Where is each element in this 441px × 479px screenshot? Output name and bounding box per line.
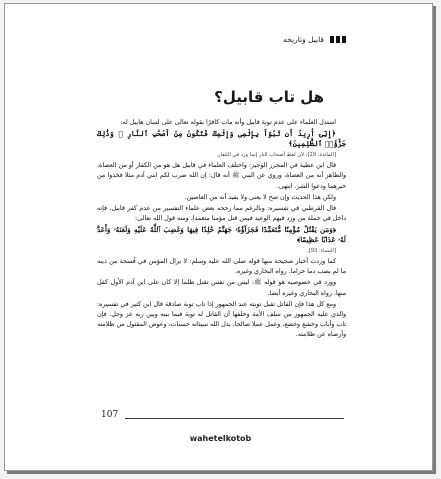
quran-verse: ﴿وَمَن يَقْتُلْ مُؤْمِنًا مُّتَعَمِّدًا فَجَزَآؤُهُۥ جَهَنَّمُ خَٰلِدًا فِيهَا وَغَضِبَ ٱللَّهُ عَلَيْهِ وَلَعَنَهُۥ وَأَعَدَّ لَهُۥ عَذَابًا عَظِيمًا﴾ <box>97 224 346 245</box>
verse-reference: [النساء: 93]. <box>307 248 336 255</box>
book-page <box>4 3 433 471</box>
page-number: 107 <box>101 410 119 420</box>
footer-rule <box>125 418 344 419</box>
paragraph: كما وردت أخبار صحيحة منها قوله صلى الله عليه وسلم: لا يزال المؤمن في فُسحة من دينه ما لم يصب دما حراما. رواه البخاري وغيره. <box>97 258 346 276</box>
quran-verse: ﴿إِنِّىٓ أُرِيدُ أَن تَبُوٓأَ بِإِثْمِى وَإِثْمِكَ فَتَكُونَ مِنْ أَصْحَٰبِ ٱلنَّارِ ۚ وَذَٰلِكَ جَزَٰٓؤُا۟ ٱلظَّٰلِمِينَ﴾ <box>97 129 346 149</box>
paragraph: ومع كل هذا فإن القاتل تقبل توبته عند الجمهور إذا تاب توبة صادقة قال ابن كثير في تفسيره: والذي عليه الجمهور من سلف الأمة وخلفها أن القاتل له توبة فيما بينه وبين ربه عز وجل، فإن تاب وأناب وخشع وخضع، وعمل عملا صالحا، بدل الله سيئاته حسنات، وعوض المقتول من ظلامته وأرضاه عن ظلامته. <box>97 300 346 338</box>
paragraph: قال القرطبي في تفسيره: وبالرغم مما رجحه بعض علماء التفسير من عدم كفر قابيل، فإنه داخل في جملة من ورد فيهم الوعيد فيمن قتل مؤمنا متعمدا، ومنه قول الله تعالى: <box>97 204 346 222</box>
paragraph: ولكن هذا الحديث وإن صح لا يعني ولا يفيد أنه من العاصين. <box>184 193 336 201</box>
watermark-text: wahetelkotob <box>189 434 252 443</box>
chapter-title: هل تاب قابيل؟ <box>214 88 324 106</box>
running-header <box>86 32 346 46</box>
header-ornament <box>330 36 346 43</box>
paragraph: قال ابن عطية في المحرر الوجيز: واختلف العلماء في قابيل هل هو من الكفار أو من العصاة، والظاهر أنه من العصاة، وروي عن النبي ﷺ أنه قال: إن الله ضرب لكم ابني آدم مثلا فخذوا من خيرهما ودعوا الشر. انتهى. <box>97 162 346 190</box>
paragraph: استدل العلماء على عدم توبة قابيل وأنه مات كافرًا بقوله تعالى على لسان هابيل له: <box>120 119 336 126</box>
verse-reference: [المائدة: 29]، لأن لفظ أصحاب النار إنما ورد في الكفار. <box>216 152 336 159</box>
running-title: قابيل وتاريخه <box>283 34 324 44</box>
page-body <box>97 118 346 341</box>
paragraph: وورد في خصوصيه هو قوله ﷺ: ليس من نفس تقتل ظلما إلا كان على ابن آدم الأول كفل منها. رواه البخاري وغيره أيضا. <box>97 279 346 297</box>
